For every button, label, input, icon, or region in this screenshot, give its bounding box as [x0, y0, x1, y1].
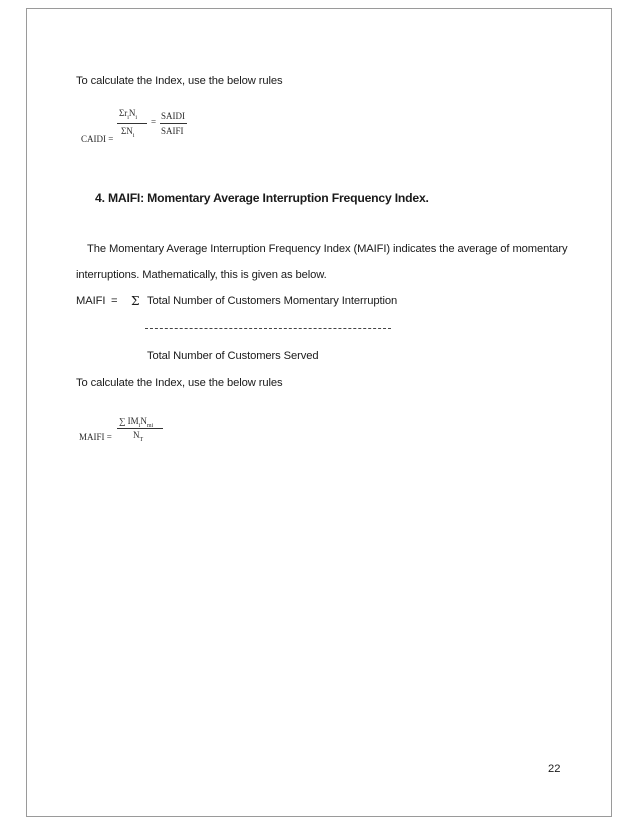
maifi-lhs: MAIFI = — [79, 432, 112, 442]
maifi-def-numerator: Total Number of Customers Momentary Interruption — [147, 295, 398, 307]
maifi-def-fraction-line — [145, 328, 391, 329]
caidi-denominator: $\Sigma N_i$ — [121, 126, 135, 139]
maifi-def-lhs: MAIFI — [76, 295, 106, 307]
maifi-fraction-bar — [117, 428, 163, 429]
caidi-lhs: CAIDI = — [81, 134, 114, 144]
caidi-intro-text: To calculate the Index, use the below rules — [76, 75, 283, 87]
caidi-equals: = — [151, 117, 157, 127]
page-number: 22 — [548, 763, 561, 775]
caidi-rhs-bottom: SAIFI — [161, 126, 184, 136]
maifi-def-denominator: Total Number of Customers Served — [147, 350, 319, 362]
caidi-numerator: $\Sigma r_iN_i$ — [119, 108, 138, 121]
maifi-def-equals: = — [111, 295, 118, 307]
paragraph-line-1: The Momentary Average Interruption Frequency Index (MAIFI) indicates the average of momentary — [87, 243, 568, 255]
caidi-fraction-bar — [117, 123, 147, 124]
paragraph-line-2: interruptions. Mathematically, this is given as below. — [76, 269, 327, 281]
maifi-def-sigma: Σ — [131, 294, 140, 308]
caidi-rhs-bar — [160, 123, 187, 124]
caidi-rhs-top: SAIDI — [161, 111, 185, 121]
maifi-denominator: $N_T$ — [133, 430, 144, 443]
maifi-intro-text: To calculate the Index, use the below rules — [76, 377, 283, 389]
page-border — [26, 8, 612, 817]
section-heading: 4. MAIFI: Momentary Average Interruption Frequency Index. — [95, 191, 429, 205]
maifi-numerator: ∑ $IM_iN_{mi}$ — [119, 416, 154, 429]
